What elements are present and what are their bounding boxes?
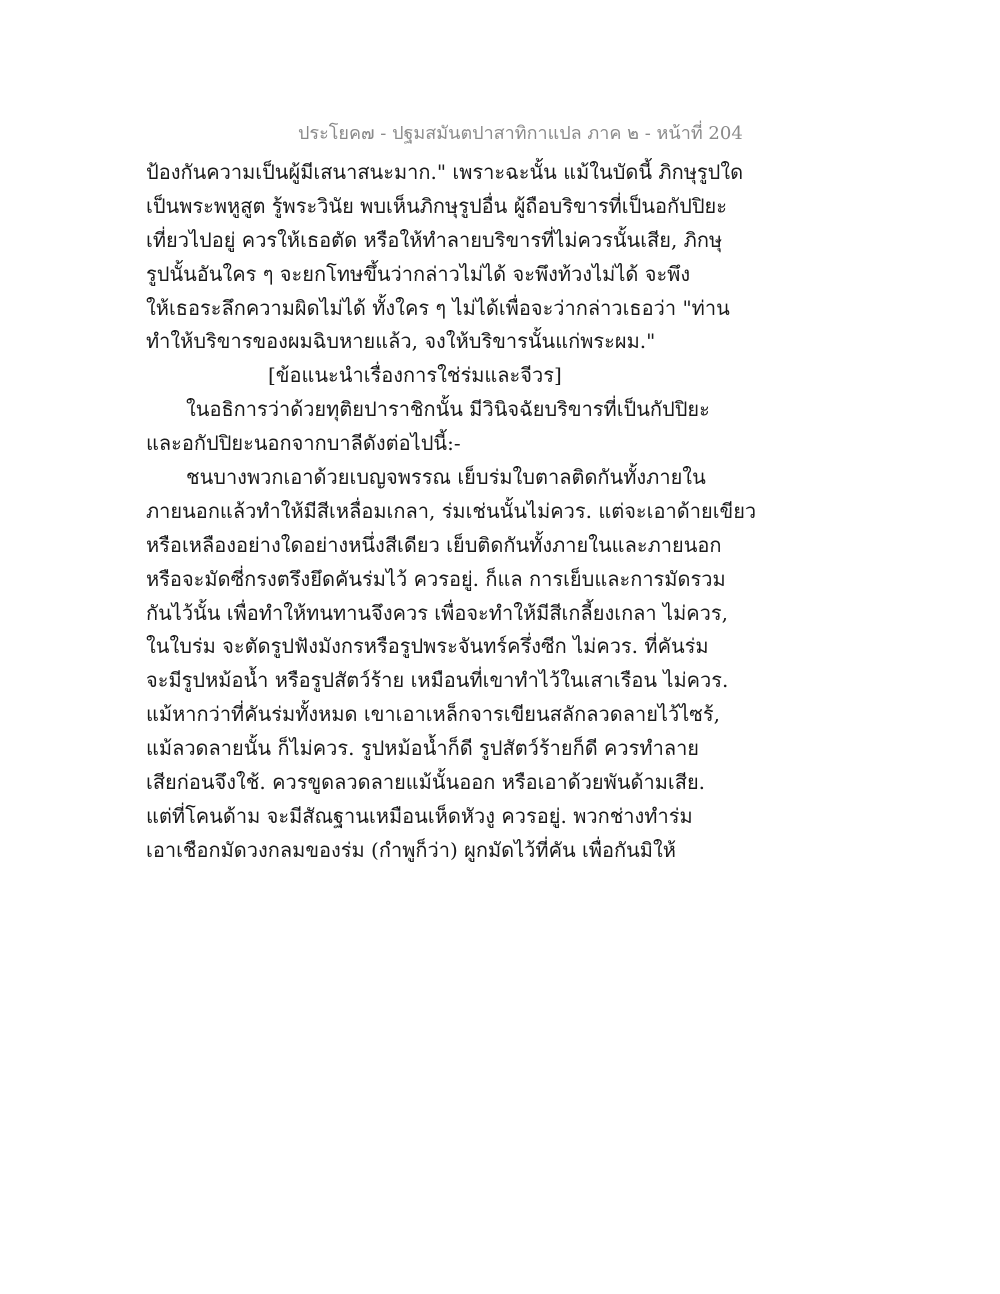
text-line: จะมีรูปหม้อน้ำ หรือรูปสัตว์ร้าย เหมือนที่เขาทำไว้ในเสาเรือน ไม่ควร. — [146, 668, 729, 693]
text-line: แม้หากว่าที่คันร่มทั้งหมด เขาเอาเหล็กจารเขียนสลักลวดลายไว้ไซร้, — [146, 702, 720, 727]
body-text — [146, 156, 866, 868]
text-line: ให้เธอระลึกความผิดไม่ได้ ทั้งใคร ๆ ไม่ได้เพื่อจะว่ากล่าวเธอว่า "ท่าน — [146, 295, 730, 320]
text-line: กันไว้นั้น เพื่อทำให้ทนทานจึงควร เพื่อจะทำให้มีสีเกลี้ยงเกลา ไม่ควร, — [146, 600, 728, 625]
paragraph-first-line: ในอธิการว่าด้วยทุติยปาราชิกนั้น มีวินิจฉัยบริขารที่เป็นกัปปิยะ — [186, 397, 710, 422]
text-line: เที่ยวไปอยู่ ควรให้เธอตัด หรือให้ทำลายบริขารที่ไม่ควรนั้นเสีย, ภิกษุ — [146, 227, 723, 252]
text-line: แต่ที่โคนด้าม จะมีสัณฐานเหมือนเห็ดหัวงู ควรอยู่. พวกช่างทำร่ม — [146, 803, 693, 828]
paragraph-first-line: ชนบางพวกเอาด้วยเบญจพรรณ เย็บร่มใบตาลติดกันทั้งภายใน — [186, 465, 706, 490]
text-line: เป็นพระพหูสูต รู้พระวินัย พบเห็นภิกษุรูปอื่น ผู้ถือบริขารที่เป็นอกัปปิยะ — [146, 193, 727, 218]
text-line: รูปนั้นอันใคร ๆ จะยกโทษขึ้นว่ากล่าวไม่ได้ จะพึงท้วงไม่ได้ จะพึง — [146, 261, 691, 286]
section-heading: [ข้อแนะนำเรื่องการใช่ร่มและจีวร] — [268, 363, 562, 388]
text-line: ภายนอกแล้วทำให้มีสีเหลื่อมเกลา, ร่มเช่นนั้นไม่ควร. แต่จะเอาด้ายเขียว — [146, 498, 757, 523]
text-line: ในใบร่ม จะตัดรูปฟังมังกรหรือรูปพระจันทร์ครึ่งซีก ไม่ควร. ที่คันร่ม — [146, 634, 709, 659]
text-line: เสียก่อนจึงใช้. ควรขูดลวดลายแม้นั้นออก หรือเอาด้วยพันด้ามเสีย. — [146, 770, 706, 795]
running-header: ประโยค๗ - ปฐมสมันตปาสาทิกาแปล ภาค ๒ - หน้าที่ 204 — [298, 123, 743, 144]
text-line: เอาเชือกมัดวงกลมของร่ม (กำพูก็ว่า) ผูกมัดไว้ที่คัน เพื่อกันมิให้ — [146, 837, 676, 862]
text-line: และอกัปปิยะนอกจากบาลีดังต่อไปนี้:- — [146, 431, 461, 456]
text-line: หรือจะมัดซี่กรงตรึงยึดคันร่มไว้ ควรอยู่. ก็แล การเย็บและการมัดรวม — [146, 566, 726, 591]
text-line: ทำให้บริขารของผมฉิบหายแล้ว, จงให้บริขารนั้นแก่พระผม." — [146, 329, 656, 354]
text-line: แม้ลวดลายนั้น ก็ไม่ควร. รูปหม้อน้ำก็ดี รูปสัตว์ร้ายก็ดี ควรทำลาย — [146, 736, 700, 761]
text-line: ป้องกันความเป็นผู้มีเสนาสนะมาก." เพราะฉะนั้น แม้ในบัดนี้ ภิกษุรูปใด — [146, 160, 744, 184]
text-line: หรือเหลืองอย่างใดอย่างหนึ่งสีเดียว เย็บติดกันทั้งภายในและภายนอก — [146, 532, 722, 557]
